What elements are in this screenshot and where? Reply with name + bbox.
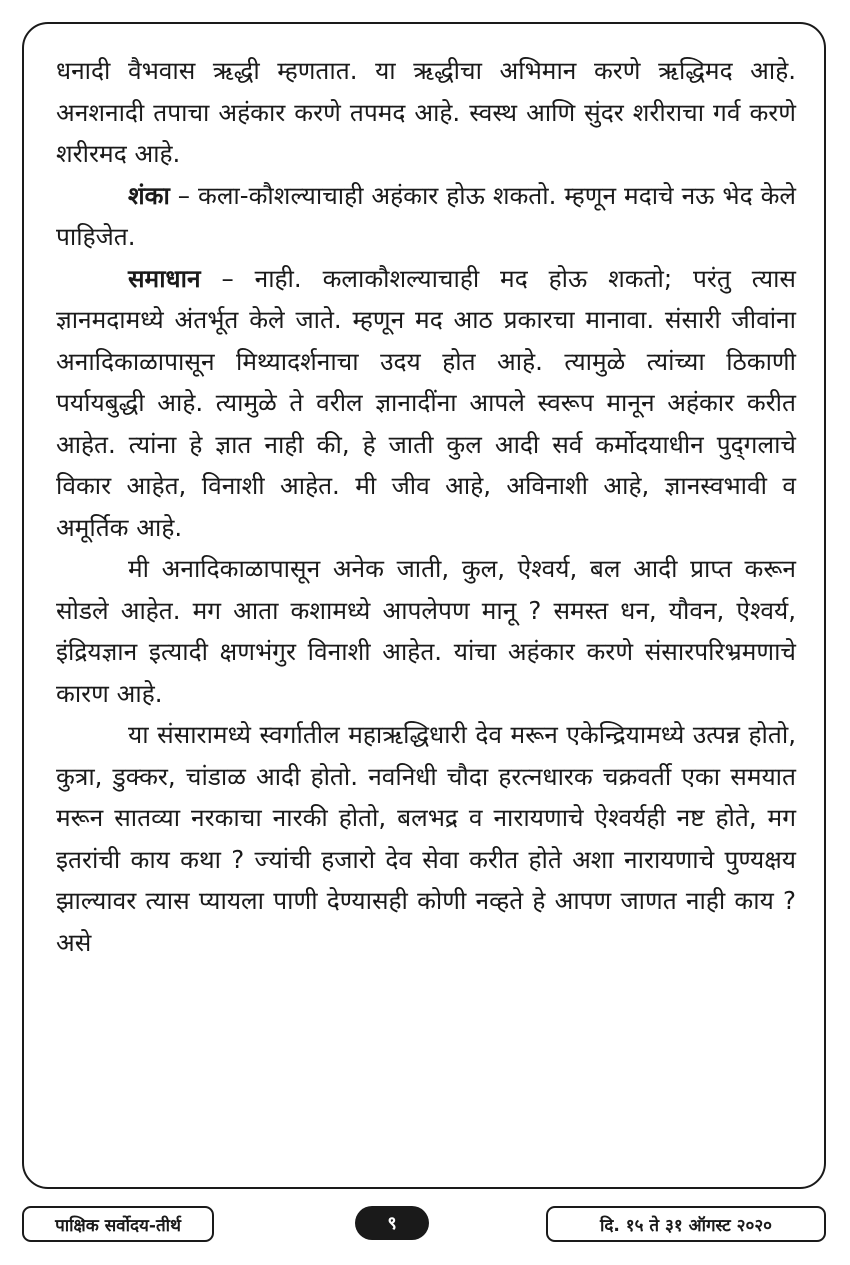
paragraph-2-text: – कला-कौशल्याचाही अहंकार होऊ शकतो. म्हणून मदाचे नऊ भेद केले पाहिजेत. xyxy=(56,180,796,251)
term-shanka: शंका xyxy=(128,180,170,210)
paragraph-1: धनादी वैभवास ऋद्धी म्हणतात. या ऋद्धीचा अभिमान करणे ऋद्धिमद आहे. अनशनादी तपाचा अहंकार करणे तपमद आहे. स्वस्थ आणि सुंदर शरीराचा गर्व करणे शरीरमद आहे. xyxy=(56,56,796,168)
term-samadhan: समाधान xyxy=(128,263,201,293)
paragraph-5: या संसारामध्ये स्वर्गातील महाऋद्धिधारी देव मरून एकेन्द्रियामध्ये उत्पन्न होतो, कुत्रा, डुक्कर, चांडाळ आदी होतो. नवनिधी चौदा हरत्नधारक चक्रवर्ती एका समयात मरून सातव्या नरकाचा नारकी होतो, बलभद्र व नारायणाचे ऐश्वर्यही नष्ट होते, मग इतरांची काय कथा ? ज्यांची हजारो देव सेवा करीत होते अशा नारायणाचे पुण्यक्षय झाल्यावर त्यास प्यायला पाणी देण्यासही कोणी नव्हते हे आपण जाणत नाही काय ? असे xyxy=(56,720,796,957)
page-number: ९ xyxy=(355,1206,429,1240)
paragraph-4: मी अनादिकाळापासून अनेक जाती, कुल, ऐश्वर्य, बल आदी प्राप्त करून सोडले आहेत. मग आता कशामध्ये आपलेपण मानू ? समस्त धन, यौवन, ऐश्वर्य, इंद्रियज्ञान इत्यादी क्षणभंगुर विनाशी आहेत. यांचा अहंकार करणे संसारपरिभ्रमणाचे कारण आहे. xyxy=(56,554,796,708)
paragraph-2 xyxy=(56,175,796,258)
issue-date: दि. १५ ते ३१ ऑगस्ट २०२० xyxy=(546,1206,826,1242)
paragraph-3-text: – नाही. कलाकौशल्याचाही मद होऊ शकतो; परंतु त्यास ज्ञानमदामध्ये अंतर्भूत केले जाते. म्हणून मद आठ प्रकारचा मानावा. संसारी जीवांना अनादिकाळापासून मिथ्यादर्शनाचा उदय होत आहे. त्यामुळे त्यांच्या ठिकाणी पर्यायबुद्धी आहे. त्यामुळे ते वरील ज्ञानादींना आपले स्वरूप मानून अहंकार करीत आहेत. त्यांना हे ज्ञात नाही की, हे जाती कुल आदी सर्व कर्मोदयाधीन पुद्‌गलाचे विकार आहेत, विनाशी आहेत. मी जीव आहे, अविनाशी आहे, ज्ञानस्वभावी व अमूर्तिक आहे. xyxy=(56,263,796,542)
paragraph-3 xyxy=(56,258,796,549)
publication-name: पाक्षिक सर्वोदय-तीर्थ xyxy=(22,1206,214,1242)
article-body xyxy=(56,50,796,963)
